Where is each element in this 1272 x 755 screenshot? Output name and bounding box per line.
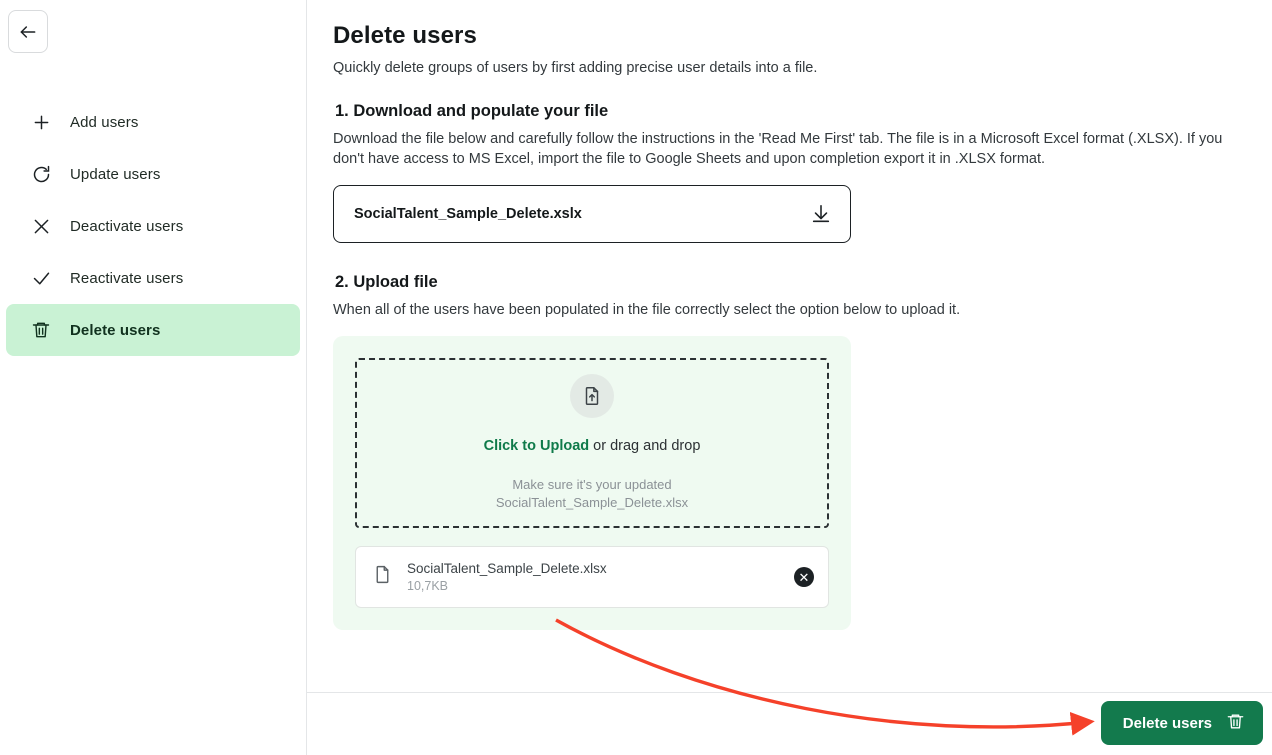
sidebar-item-reactivate-users[interactable]: [6, 252, 300, 304]
delete-users-button-label: Delete users: [1122, 714, 1212, 732]
dropzone-primary-text: [484, 438, 701, 454]
trash-icon: [1226, 712, 1245, 735]
upload-panel: [333, 336, 851, 630]
trash-icon: [30, 319, 52, 341]
page-subtitle: Quickly delete groups of users by first adding precise user details into a file.: [333, 60, 818, 76]
click-to-upload-link[interactable]: Click to Upload: [483, 438, 590, 454]
upload-file-icon: [570, 374, 614, 418]
sidebar-item-delete-users[interactable]: [6, 304, 300, 356]
footer-divider: [307, 692, 1272, 693]
sidebar-item-label: Deactivate users: [70, 217, 184, 235]
back-button[interactable]: [8, 10, 48, 53]
remove-file-button[interactable]: ✕: [794, 567, 814, 587]
refresh-icon: [30, 163, 52, 185]
sidebar-item-update-users[interactable]: [6, 148, 300, 200]
sidebar-nav: [6, 96, 300, 356]
main-content: [307, 0, 1272, 755]
back-arrow-icon: [18, 22, 38, 42]
delete-users-button[interactable]: [1101, 701, 1263, 745]
uploaded-file-texts: [407, 560, 780, 595]
step1-heading: 1. Download and populate your file: [335, 102, 609, 120]
x-icon: [30, 215, 52, 237]
file-icon: [372, 564, 393, 590]
sidebar-item-label: Update users: [70, 165, 161, 183]
step2-heading: 2. Upload file: [335, 273, 438, 291]
drag-and-drop-text: or drag and drop: [589, 438, 701, 454]
sidebar-item-label: Add users: [70, 113, 139, 131]
dropzone-hint-line1: Make sure it's your updated: [512, 477, 672, 492]
sample-file-name: SocialTalent_Sample_Delete.xslx: [354, 206, 582, 222]
plus-icon: [30, 111, 52, 133]
sidebar-item-label: Reactivate users: [70, 269, 184, 287]
sample-file-download-row[interactable]: [333, 185, 851, 243]
dropzone-hint-line2: SocialTalent_Sample_Delete.xlsx: [495, 495, 689, 510]
sidebar-item-label: Delete users: [70, 321, 161, 339]
uploaded-file-name: SocialTalent_Sample_Delete.xlsx: [407, 560, 607, 576]
page-title: Delete users: [333, 22, 477, 49]
download-icon[interactable]: [810, 203, 832, 225]
sidebar: [0, 0, 307, 755]
step1-body: Download the file below and carefully follow the instructions in the 'Read Me First' tab. The file is in a Microsoft Excel format (.XLSX). If you don't have access to MS Excel, import the file to Google Sheets and upon completion export it in .XLSX format.: [333, 131, 1223, 167]
file-dropzone[interactable]: [355, 358, 829, 528]
check-icon: [30, 267, 52, 289]
uploaded-file-row: [355, 546, 829, 608]
sidebar-item-deactivate-users[interactable]: [6, 200, 300, 252]
dropzone-hint: [496, 476, 688, 512]
uploaded-file-size: 10,7KB: [407, 578, 449, 593]
step2-body: When all of the users have been populated in the file correctly select the option below to upload it.: [333, 302, 961, 318]
sidebar-item-add-users[interactable]: [6, 96, 300, 148]
